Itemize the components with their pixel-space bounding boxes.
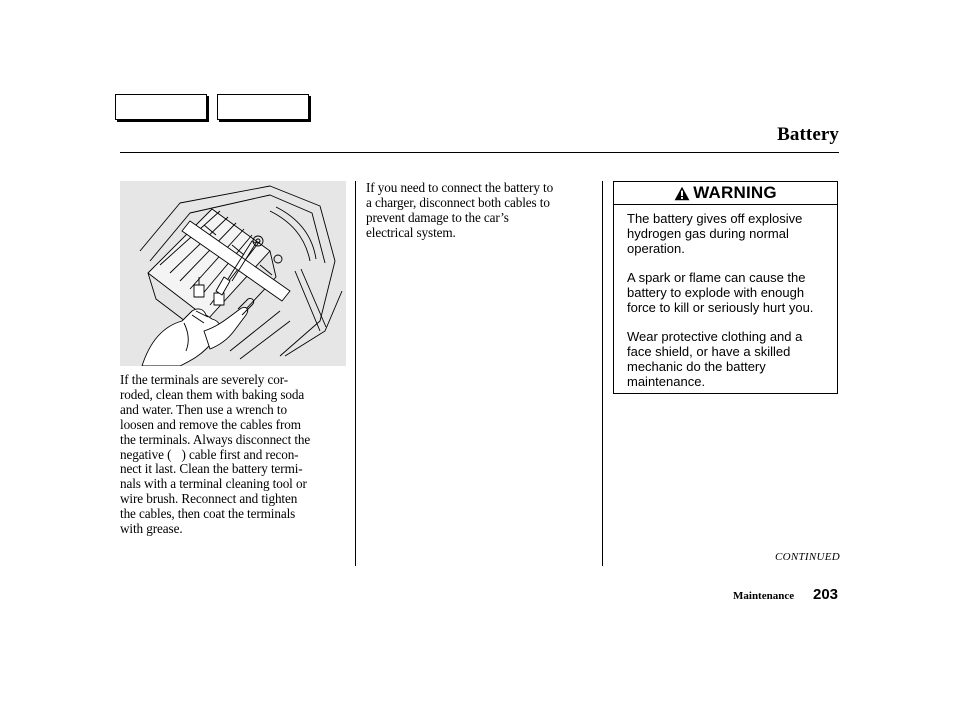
warning-paragraph-2: A spark or flame can cause the battery to explode with enough force to kill or seriously hurt you. bbox=[627, 270, 814, 315]
warning-triangle-icon bbox=[674, 186, 690, 201]
column-divider-right bbox=[602, 181, 603, 566]
title-rule bbox=[120, 152, 839, 153]
charger-connection-text: If you need to connect the battery to a charger, disconnect both cables to prevent damage to the car’s electrical system. bbox=[366, 180, 554, 240]
warning-body bbox=[614, 205, 837, 390]
page-title: Battery bbox=[777, 124, 839, 145]
section-name: Maintenance bbox=[733, 590, 795, 602]
battery-terminal-illustration bbox=[120, 181, 346, 366]
column-divider-left bbox=[355, 181, 356, 566]
page-number: 203 bbox=[813, 586, 839, 603]
warning-paragraph-3: Wear protective clothing and a face shield, or have a skilled mechanic do the battery maintenance. bbox=[627, 329, 803, 389]
warning-heading: WARNING bbox=[693, 183, 777, 202]
previous-page-button[interactable] bbox=[115, 94, 207, 120]
warning-paragraph-1: The battery gives off explosive hydrogen gas during normal operation. bbox=[627, 211, 803, 256]
battery-terminal-drawing bbox=[120, 181, 346, 366]
next-page-button[interactable] bbox=[217, 94, 309, 120]
warning-box bbox=[613, 181, 838, 394]
terminal-cleaning-text: If the terminals are severely cor- roded, clean them with baking soda and water. Then use a wrench to loosen and remove the cables from the terminals. Always disconnect the negative ( ) cable first and recon- nect it last. Clean the battery termi- nals with a terminal cleaning tool or wire brush. Reconnect and tighten the cables, then coat the terminals with grease. bbox=[120, 372, 311, 537]
continued-label: CONTINUED bbox=[774, 551, 840, 563]
warning-header bbox=[614, 182, 837, 205]
